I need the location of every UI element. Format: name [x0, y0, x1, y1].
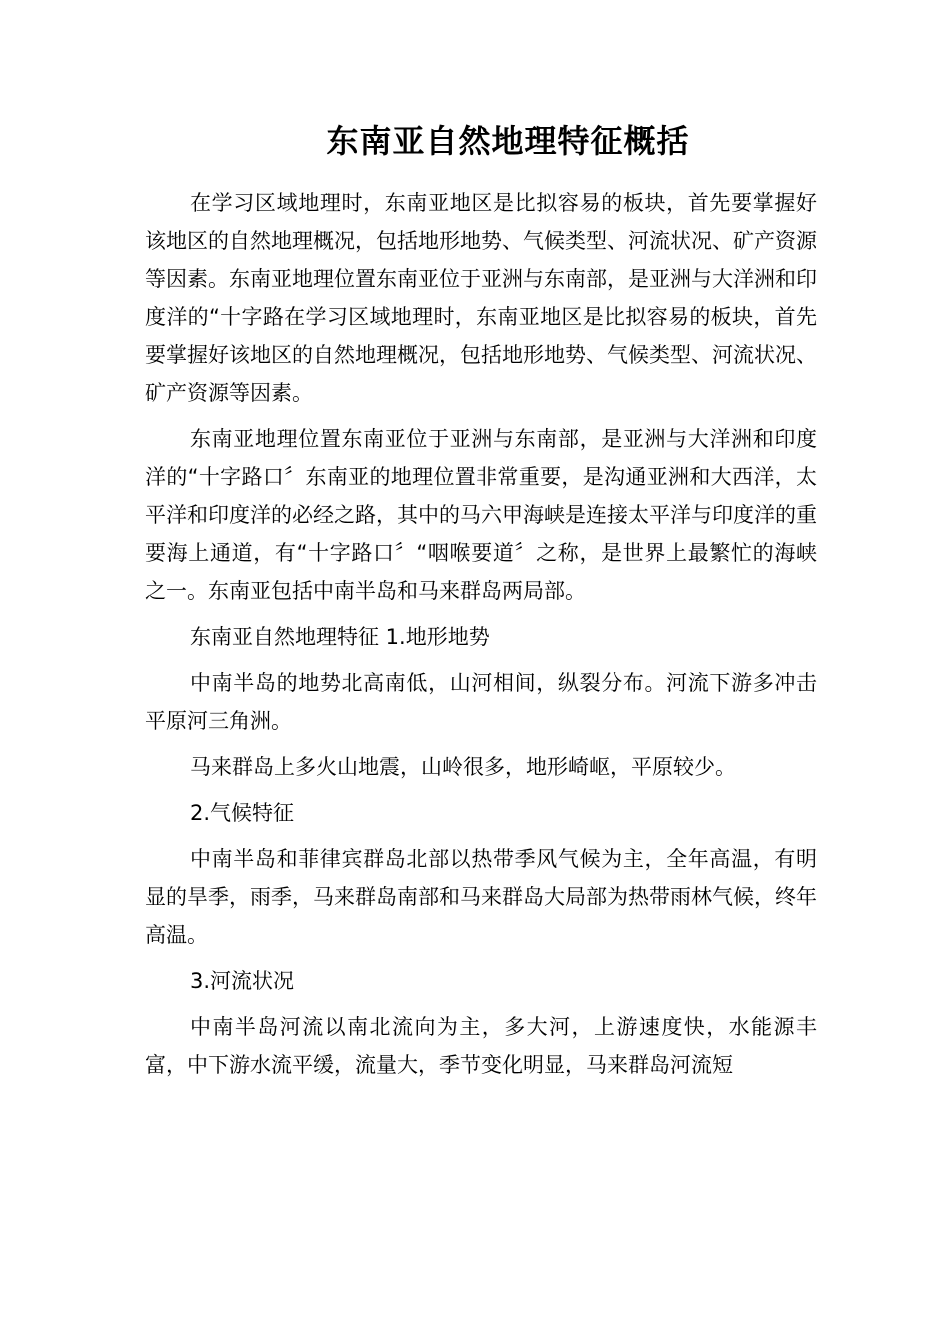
paragraph-rivers: 中南半岛河流以南北流向为主，多大河，上游速度快，水能源丰富，中下游水流平缓，流量大，季节变化明显，马来群岛河流短	[145, 1015, 817, 1077]
document-title: 东南亚自然地理特征概括	[326, 122, 690, 160]
heading-terrain: 东南亚自然地理特征 1.地形地势	[190, 625, 490, 649]
document-body	[145, 184, 817, 1092]
heading-rivers: 3.河流状况	[190, 969, 295, 993]
paragraph-intro: 在学习区域地理时，东南亚地区是比拟容易的板块，首先要掌握好该地区的自然地理概况，包括地形地势、气候类型、河流状况、矿产资源等因素。东南亚地理位置东南亚位于亚洲与东南部，是亚洲与大洋洲和印度洋的“十字路在学习区域地理时，东南亚地区是比拟容易的板块，首先要掌握好该地区的自然地理概况，包括地形地势、气候类型、河流状况、矿产资源等因素。	[145, 191, 817, 405]
heading-climate: 2.气候特征	[190, 801, 295, 825]
paragraph-indochina-terrain: 中南半岛的地势北高南低，山河相间，纵裂分布。河流下游多冲击平原河三角洲。	[145, 671, 817, 733]
paragraph-malay-terrain: 马来群岛上多火山地震，山岭很多，地形崎岖，平原较少。	[190, 755, 736, 779]
paragraph-location: 东南亚地理位置东南亚位于亚洲与东南部，是亚洲与大洋洲和印度洋的“十字路口〞东南亚的地理位置非常重要，是沟通亚洲和大西洋，太平洋和印度洋的必经之路，其中的马六甲海峡是连接太平洋与印度洋的重要海上通道，有“十字路口〞“咽喉要道〞之称，是世界上最繁忙的海峡之一。东南亚包括中南半岛和马来群岛两局部。	[145, 427, 817, 603]
paragraph-climate: 中南半岛和菲律宾群岛北部以热带季风气候为主，全年高温，有明显的旱季，雨季，马来群岛南部和马来群岛大局部为热带雨林气候，终年高温。	[145, 847, 817, 947]
